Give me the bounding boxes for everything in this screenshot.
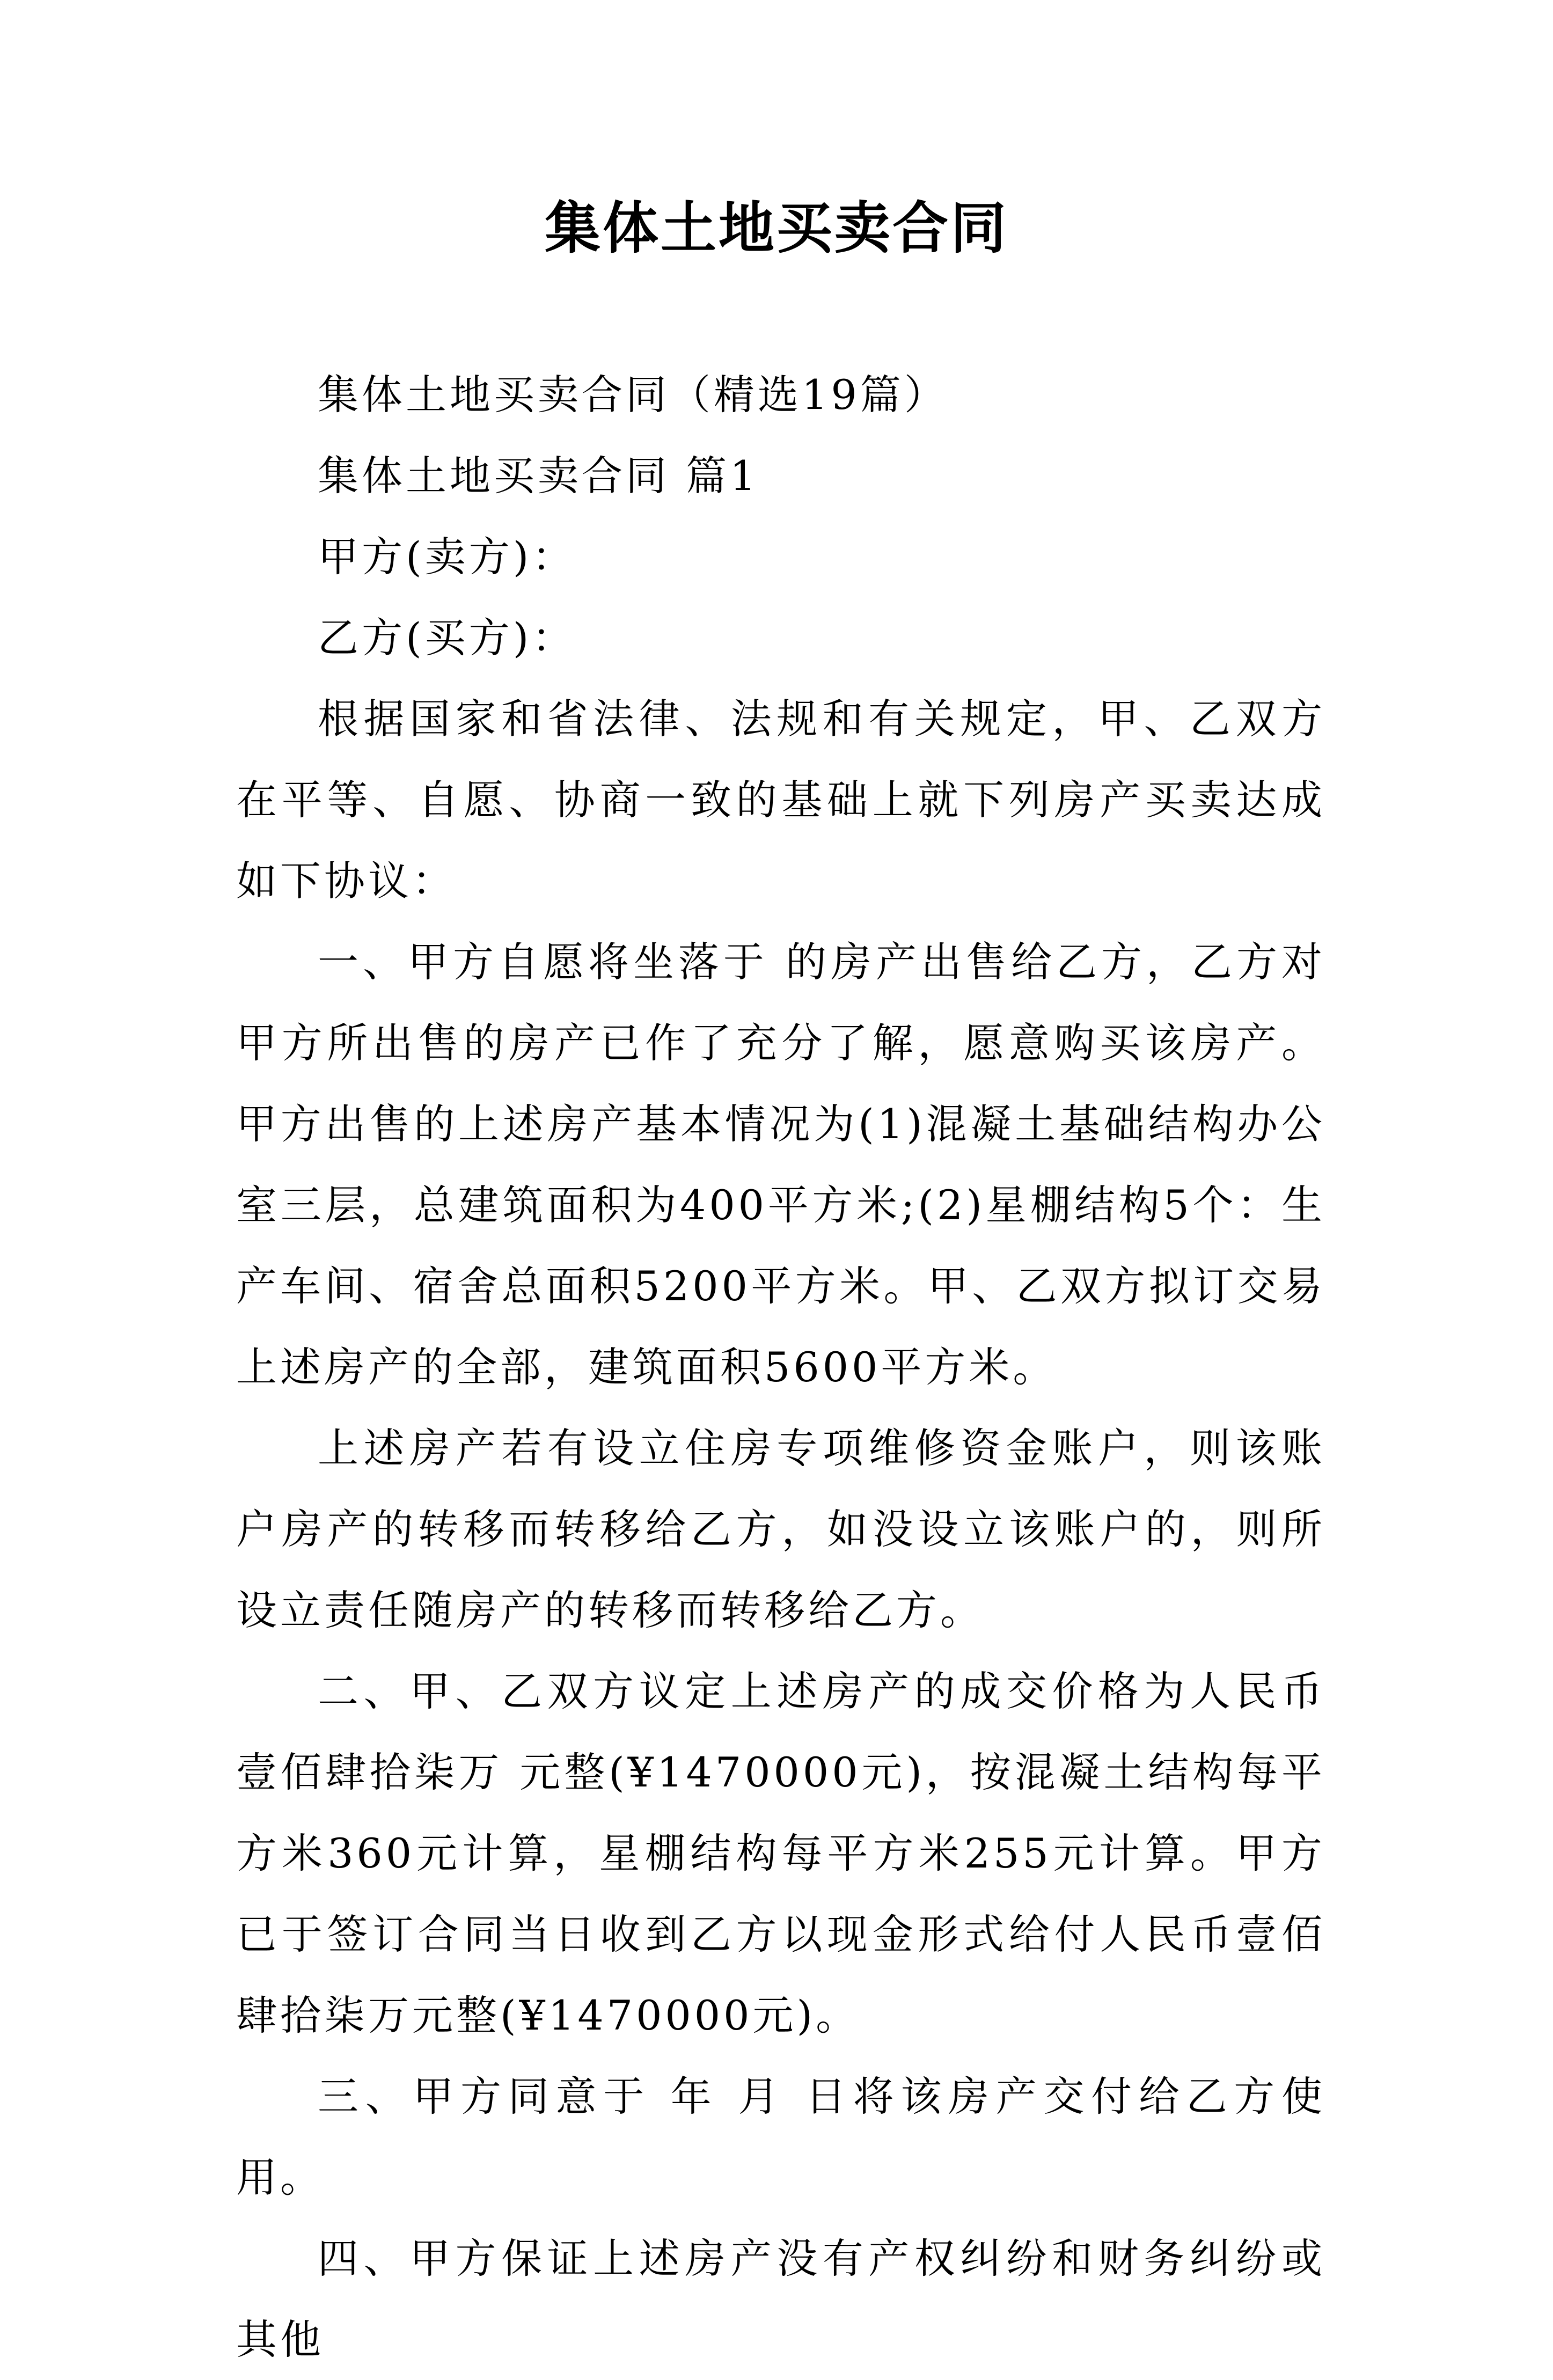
clause-3-paragraph: 三、甲方同意于 年 月 日将该房产交付给乙方使用。 bbox=[236, 2073, 1325, 2201]
clause-2-paragraph: 二、甲、乙双方议定上述房产的成交价格为人民币壹佰肆拾柒万 元整(¥1470000元)，按混凝土结构每平方米360元计算，星棚结构每平方米255元计算。甲方已于签订合同当日收到乙方以现金形式给付人民币壹佰肆拾柒万元整(¥1470000元)。 bbox=[236, 1667, 1325, 2039]
section-heading: 集体土地买卖合同 篇1 bbox=[318, 452, 759, 500]
clause-1-paragraph: 一、甲方自愿将坐落于 的房产出售给乙方，乙方对甲方所出售的房产已作了充分了解，愿意购买该房产。甲方出售的上述房产基本情况为(1)混凝土基础结构办公室三层，总建筑面积为400平方米;(2)星棚结构5个：生产车间、宿舍总面积5200平方米。甲、乙双方拟订交易上述房产的全部，建筑面积5600平方米。 bbox=[236, 938, 1325, 1391]
document-title: 集体土地买卖合同 bbox=[544, 195, 1008, 261]
document-body bbox=[236, 354, 1325, 2380]
clause-4-paragraph: 四、甲方保证上述房产没有产权纠纷和财务纠纷或其他 bbox=[236, 2235, 1325, 2363]
subtitle-paragraph: 集体土地买卖合同（精选19篇） bbox=[318, 371, 948, 419]
preamble-paragraph: 根据国家和省法律、法规和有关规定，甲、乙双方在平等、自愿、协商一致的基础上就下列房产买卖达成如下协议： bbox=[236, 695, 1325, 905]
party-a-line: 甲方(卖方)： bbox=[318, 533, 576, 581]
maintenance-fund-paragraph: 上述房产若有设立住房专项维修资金账户，则该账户房产的转移而转移给乙方，如没设立该账户的，则所设立责任随房产的转移而转移给乙方。 bbox=[236, 1424, 1325, 1634]
party-b-line: 乙方(买方)： bbox=[318, 614, 576, 662]
